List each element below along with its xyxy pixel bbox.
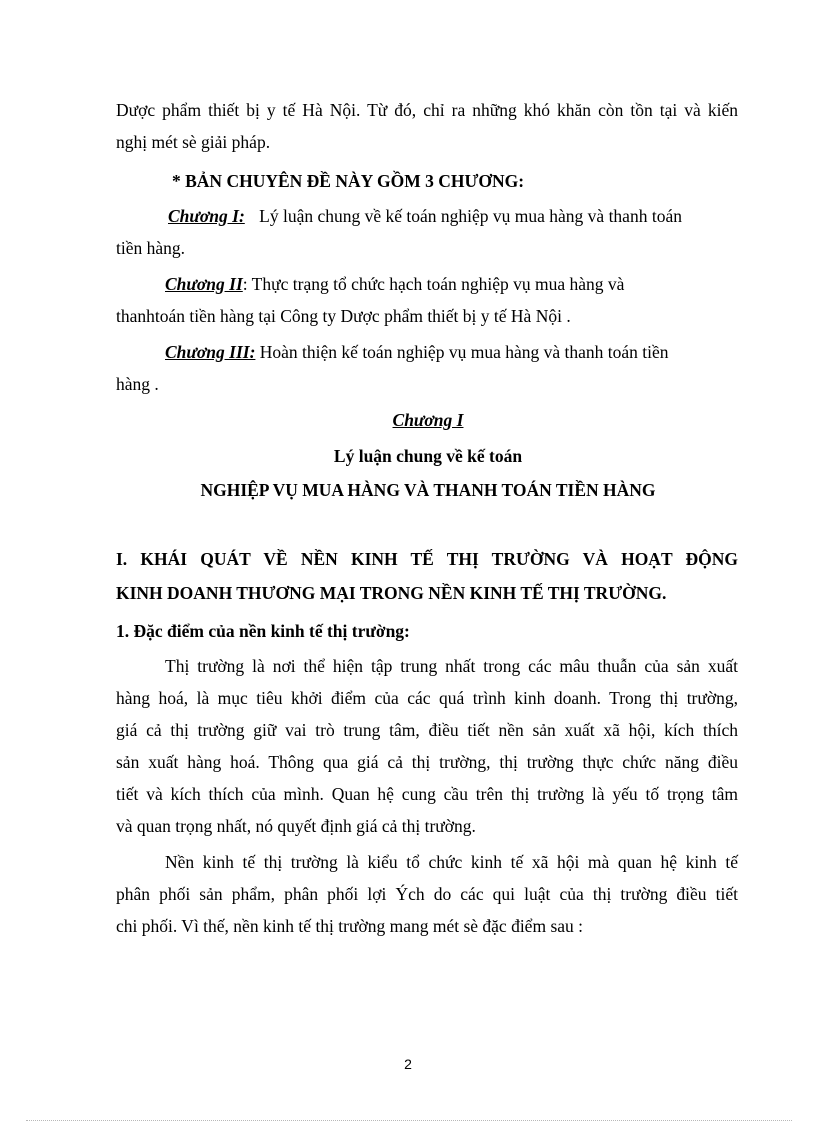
chapter-title-line-1: Lý luận chung về kế toán	[333, 446, 523, 466]
chapter-title-line-2: NGHIỆP VỤ MUA HÀNG VÀ THANH TOÁN TIỀN HÀNG	[200, 480, 656, 500]
subsection-heading: 1. Đặc điểm của nền kinh tế thị trường:	[116, 621, 410, 641]
paragraph-2-line: Nền kinh tế thị trường là kiểu tổ chức kinh tế xã hội mà quan hệ kinh tế	[165, 852, 738, 872]
page-bottom-rule	[26, 1120, 792, 1121]
paragraph-2-line: chi phối. Vì thế, nền kinh tế thị trường mang mét sè đặc điểm sau :	[116, 916, 584, 936]
paragraph-1-line: Thị trường là nơi thể hiện tập trung nhất trong các mâu thuẫn của sản xuất	[165, 656, 738, 676]
chapter-2-label: Chương II	[165, 274, 243, 294]
chapter-3-text: Hoàn thiện kế toán nghiệp vụ mua hàng và thanh toán tiền	[259, 342, 669, 362]
outline-chapter-2-line-1	[165, 273, 738, 295]
paragraph-1-line: giá cả thị trường giữ vai trò trung tâm, điều tiết nền sản xuất xã hội, kích thích	[116, 720, 738, 740]
paragraph-1-line: sản xuất hàng hoá. Thông qua giá cả thị trường, thị trường thực chức năng điều	[116, 752, 738, 772]
chapter-1-text: Lý luận chung về kế toán nghiệp vụ mua hàng và thanh toán	[259, 206, 682, 226]
outline-chapter-3-line-1	[165, 341, 669, 363]
outline-chapter-1-line-1	[168, 205, 738, 227]
chapter-label: Chương I	[392, 410, 464, 430]
paragraph-1-line: và quan trọng nhất, nó quyết định giá cả thị trường.	[116, 816, 476, 836]
outline-chapter-3-line-2: hàng .	[116, 374, 159, 394]
intro-line-1: Dược phẩm thiết bị y tế Hà Nội. Từ đó, chỉ ra những khó khăn còn tồn tại và kiến	[116, 100, 738, 120]
paragraph-2-line: phân phối sản phẩm, phân phối lợi Ých do các qui luật của thị trường điều tiết	[116, 884, 738, 904]
outline-chapter-2-line-2: thanhtoán tiền hàng tại Công ty Dược phẩm thiết bị y tế Hà Nội .	[116, 306, 571, 326]
paragraph-1-line: hàng hoá, là mục tiêu khởi điểm của các quá trình kinh doanh. Trong thị trường,	[116, 688, 738, 708]
paragraph-1-line: tiết và kích thích của mình. Quan hệ cung cầu trên thị trường là yếu tố trọng tâm	[116, 784, 738, 804]
outline-heading: * BẢN CHUYÊN ĐỀ NÀY GỒM 3 CHƯƠNG:	[172, 171, 525, 191]
section-heading-line-1: I. KHÁI QUÁT VỀ NỀN KINH TẾ THỊ TRƯỜNG VÀ HOẠT ĐỘNG	[116, 549, 738, 569]
section-heading-line-2: KINH DOANH THƯƠNG MẠI TRONG NỀN KINH TẾ THỊ TRƯỜNG.	[116, 583, 667, 603]
outline-chapter-1-line-2: tiền hàng.	[116, 238, 186, 258]
chapter-2-text: : Thực trạng tổ chức hạch toán nghiệp vụ mua hàng và	[242, 274, 625, 294]
intro-line-2: nghị mét sè giải pháp.	[116, 132, 271, 152]
chapter-1-label: Chương I:	[168, 206, 245, 226]
page-number: 2	[404, 1056, 412, 1072]
chapter-3-label: Chương III:	[165, 342, 256, 362]
